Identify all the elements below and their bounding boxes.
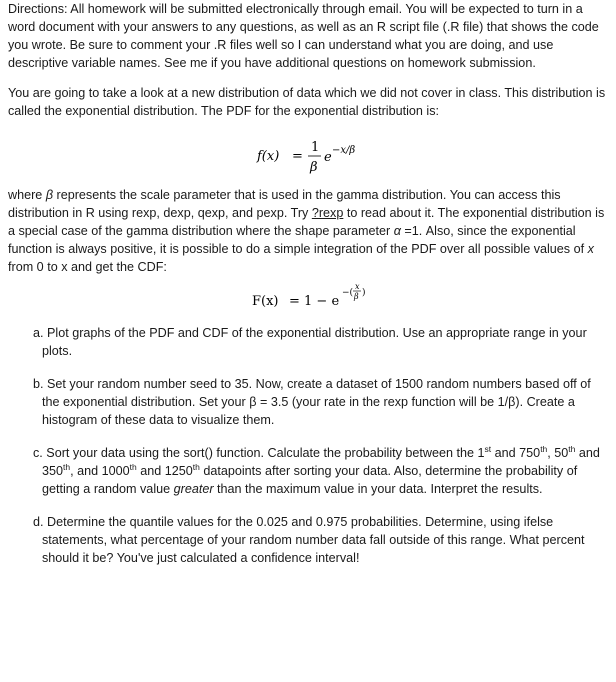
cdf-equation bbox=[8, 276, 606, 320]
cdf-exp-close: ) bbox=[362, 288, 366, 298]
question-c bbox=[33, 444, 608, 498]
question-a-label: a. bbox=[33, 326, 44, 340]
pdf-equals: = bbox=[292, 149, 303, 164]
cdf-rhs: = 1 − e bbox=[289, 294, 340, 309]
pdf-equation bbox=[8, 124, 606, 180]
intro-paragraph: You are going to take a look at a new distribution of data which we did not cover in class. This distribution is called the exponential distribution. The PDF for the exponential distribution is: bbox=[8, 86, 606, 118]
where-text-3: to read about it. The exponential distribution is a special case of the gamma distribution where the shape parameter bbox=[8, 206, 605, 238]
emphasis-greater: greater bbox=[173, 482, 214, 496]
question-c-text-6: and 1250 bbox=[136, 464, 193, 478]
cdf-exp-open: −( bbox=[342, 288, 354, 298]
question-b-text: Set your random number seed to 35. Now, create a dataset of 1500 random numbers based off of the exponential distribution. Set your β = 3.5 (your rate in the rexp function will be 1/β). Create a histogram of these data to visualize them. bbox=[42, 377, 591, 427]
ordinal-suffix: st bbox=[484, 444, 492, 454]
cdf-exp-num: x bbox=[355, 282, 360, 291]
pdf-lhs: f(x) bbox=[257, 149, 280, 164]
pdf-equation-svg bbox=[8, 124, 606, 180]
question-c-text-8: than the maximum value in your data. Interpret the results. bbox=[213, 482, 543, 496]
question-a bbox=[33, 324, 608, 360]
pdf-exponent: −x/β bbox=[332, 145, 356, 156]
question-c-text-1: Sort your data using the sort() function. Calculate the probability between the 1 bbox=[42, 446, 485, 460]
question-c-text-2: and 750 bbox=[491, 446, 541, 460]
pdf-denominator: β bbox=[310, 160, 318, 175]
beta-symbol: β bbox=[45, 188, 54, 202]
where-text-5: from 0 to x and get the CDF: bbox=[8, 260, 167, 274]
homework-page bbox=[8, 0, 606, 582]
where-text-1: where bbox=[8, 188, 46, 202]
directions-paragraph: Directions: All homework will be submitted electronically through email. You will be expected to turn in a word document with your answers to any questions, as well as an R script file (.R file) that shows the code you wrote. Be sure to comment your .R files well so I can understand what you are doing, and use descriptive variable names. See me if you have additional questions on homework submission. bbox=[8, 2, 599, 70]
question-d-label: d. bbox=[33, 515, 44, 529]
alpha-symbol: α bbox=[393, 224, 401, 238]
x-variable: x bbox=[587, 242, 594, 256]
ordinal-suffix: th bbox=[540, 444, 548, 454]
where-paragraph bbox=[8, 186, 606, 276]
ordinal-suffix: th bbox=[192, 462, 200, 472]
pdf-numerator: 1 bbox=[311, 140, 320, 155]
question-d bbox=[33, 513, 608, 567]
question-c-text-7: datapoints after sorting your data. Also, determine the probability of getting a random value bbox=[42, 464, 578, 496]
question-c-text-4: and 350 bbox=[42, 446, 600, 478]
question-c-text-3: , 50 bbox=[547, 446, 569, 460]
question-b-label: b. bbox=[33, 377, 44, 391]
ordinal-suffix: th bbox=[568, 444, 576, 454]
question-d-text: Determine the quantile values for the 0.025 and 0.975 probabilities. Determine, using ifelse statements, what percentage of your random number data fall outside of this range. What percent should it be? You've just calculated a confidence interval! bbox=[42, 515, 585, 565]
cdf-equation-svg bbox=[8, 276, 606, 320]
question-a-text: Plot graphs of the PDF and CDF of the exponential distribution. Use an appropriate range in your plots. bbox=[42, 326, 587, 358]
where-text-2: represents the scale parameter that is used in the gamma distribution. You can access this distribution in R using rexp, dexp, qexp, and pexp. Try bbox=[8, 188, 561, 220]
question-c-text-5: , and 1000 bbox=[70, 464, 130, 478]
pdf-base: e bbox=[324, 150, 332, 165]
ordinal-suffix: th bbox=[129, 462, 137, 472]
ordinal-suffix: th bbox=[63, 462, 71, 472]
where-text-4: =1. Also, since the exponential function is always positive, it is possible to do a simple integration of the PDF over all possible values of bbox=[8, 224, 588, 256]
question-list bbox=[33, 324, 608, 567]
cdf-lhs: F(x) bbox=[252, 294, 279, 309]
rexp-help-link[interactable]: ?rexp bbox=[311, 206, 344, 220]
question-b bbox=[33, 375, 608, 429]
cdf-exp-den: β bbox=[354, 292, 359, 301]
question-c-label: c. bbox=[33, 446, 43, 460]
